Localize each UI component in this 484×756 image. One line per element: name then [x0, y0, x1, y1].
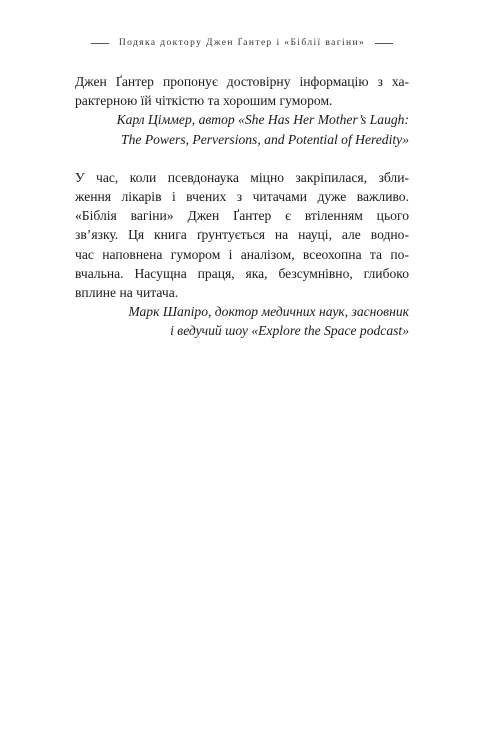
blurb-line: У час, коли псевдонаука міцно закріпилася, збли- [75, 169, 409, 185]
blurb-attribution [75, 302, 409, 340]
blurb-text [75, 168, 409, 302]
blurb-line: зв’язку. Ця книга ґрунтується на науці, але водно- [75, 227, 409, 243]
running-head-title: Подяка доктору Джен Ґантер і «Біблії вагіни» [118, 38, 366, 48]
blurb-gap [75, 149, 409, 168]
attribution-line: The Powers, Perversions, and Potential of Heredity» [121, 131, 409, 147]
running-head-left-rule [91, 43, 109, 44]
attribution-line: Марк Шапіро, доктор медичних наук, засновник [128, 304, 409, 320]
page-body [75, 72, 409, 341]
blurb-text [75, 72, 409, 110]
blurb-line: «Біблія вагіни» Джен Ґантер є втіленням цього [75, 208, 409, 224]
attribution-line: і ведучий шоу «Explore the Space podcast» [170, 323, 409, 339]
blurb-zimmer [75, 72, 409, 149]
blurb-line: ження лікарів і вчених з читачами дуже важливо. [75, 189, 409, 205]
blurb-line: рактерною їй чіткістю та хорошим гумором. [75, 93, 333, 109]
blurb-line: Джен Ґантер пропонує достовірну інформацію з ха- [75, 74, 409, 89]
blurb-line: вчальна. Насущна праця, яка, безсумнівно, глибоко [75, 265, 409, 281]
blurb-line: вплине на читача. [75, 285, 179, 301]
blurb-attribution [75, 110, 409, 148]
running-head [0, 38, 484, 48]
running-head-right-rule [375, 43, 393, 44]
blurb-line: час наповнена гумором і аналізом, всеохопна та по- [75, 246, 409, 262]
attribution-line: Карл Ціммер, автор «She Has Her Mother’s Laugh: [116, 112, 409, 128]
blurb-shapiro [75, 168, 409, 341]
